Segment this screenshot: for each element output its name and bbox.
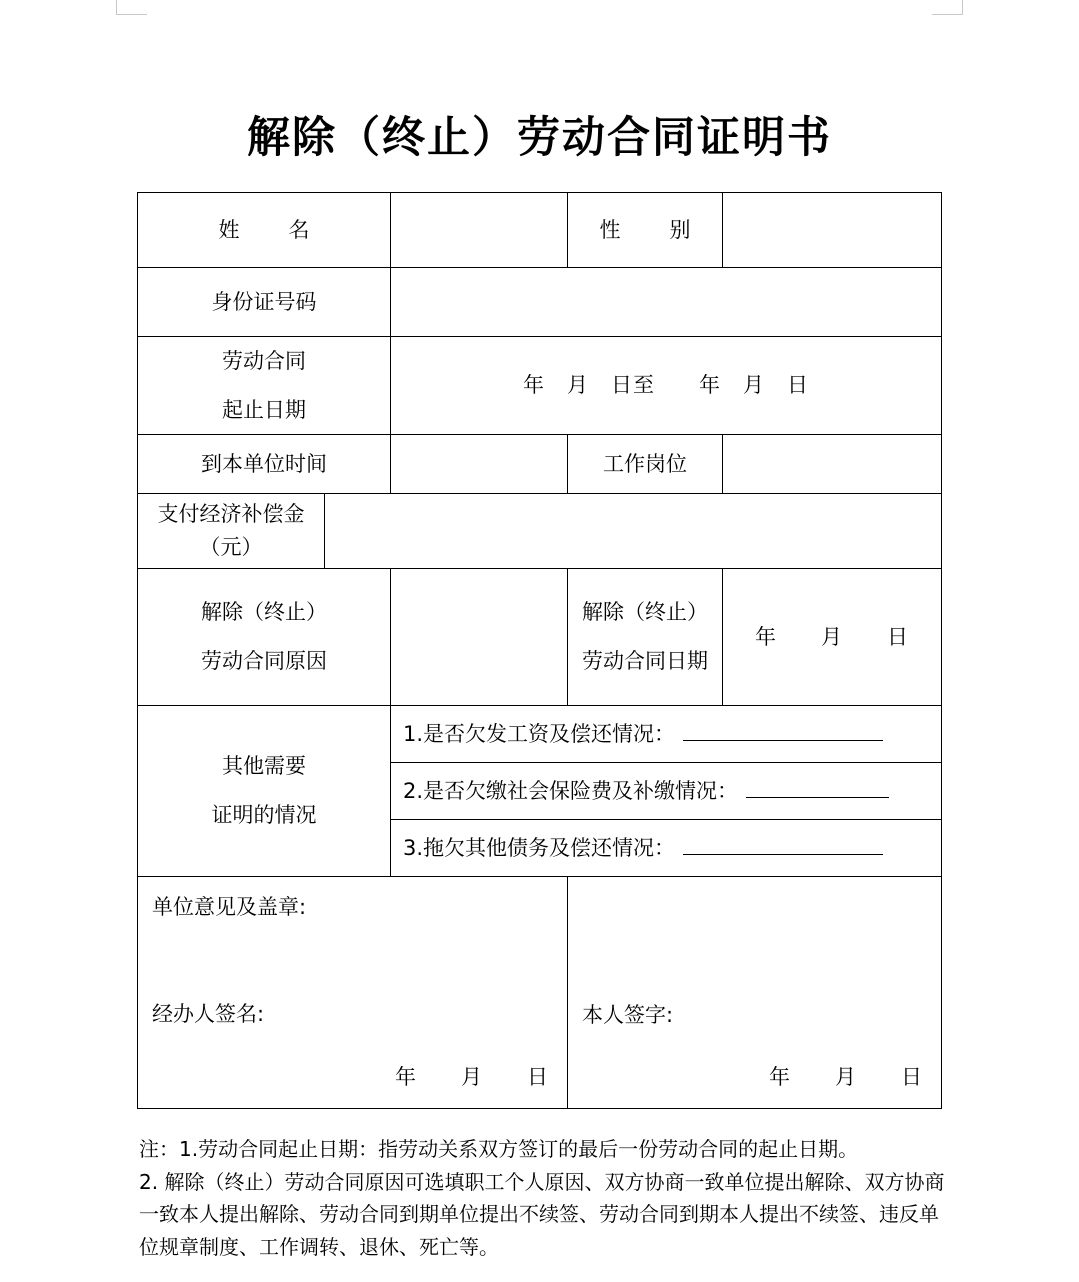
label-join-date: 到本单位时间 xyxy=(138,435,391,494)
label-name: 姓 名 xyxy=(138,193,391,268)
label-other-info-line1: 其他需要 xyxy=(222,754,306,779)
other-info-item-2-label: 2.是否欠缴社会保险费及补缴情况： xyxy=(403,778,739,803)
label-other-info-line2: 证明的情况 xyxy=(211,803,317,827)
label-other-info xyxy=(138,706,391,877)
employment-termination-form xyxy=(137,192,942,1109)
label-contract-period-line1: 劳动合同 xyxy=(222,348,306,373)
label-id-number: 身份证号码 xyxy=(138,268,391,337)
field-gender-value[interactable] xyxy=(723,193,942,268)
label-job-position: 工作岗位 xyxy=(568,435,723,494)
list-item xyxy=(391,763,941,820)
other-info-item-1-blank[interactable] xyxy=(683,721,883,741)
table-row-compensation xyxy=(138,494,942,569)
table-row-join-date xyxy=(138,435,942,494)
label-termination-reason xyxy=(138,569,391,706)
footer-note-1: 注：1.劳动合同起止日期：指劳动关系双方签订的最后一份劳动合同的起止日期。 xyxy=(139,1137,859,1161)
label-compensation: 支付经济补偿金（元） xyxy=(138,494,325,569)
other-info-item-2 xyxy=(391,763,941,820)
field-contract-period-value[interactable]: 年 月 日至 年 月 日 xyxy=(391,337,942,435)
other-info-item-1-label: 1.是否欠发工资及偿还情况： xyxy=(403,721,676,746)
employee-top-space xyxy=(582,891,927,999)
employee-signature-date[interactable]: 年 月 日 xyxy=(769,1065,923,1090)
other-info-list xyxy=(391,706,941,876)
table-row-other-info xyxy=(138,706,942,877)
table-row-name xyxy=(138,193,942,268)
field-id-number-value[interactable] xyxy=(391,268,942,337)
employer-stamp-space xyxy=(152,924,553,998)
label-termination-reason-line1: 解除（终止） xyxy=(201,600,327,625)
footer-notes xyxy=(139,1133,945,1263)
label-termination-date-line2: 劳动合同日期 xyxy=(582,649,708,673)
other-info-item-1 xyxy=(391,706,941,763)
label-employer-opinion: 单位意见及盖章: xyxy=(152,895,307,919)
footer-note-2: 2. 解除（终止）劳动合同原因可选填职工个人原因、双方协商一致单位提出解除、双方协商一致本人提出解除、劳动合同到期单位提出不续签、劳动合同到期本人提出不续签、违反单位规章制度、工作调转、退休、死亡等。 xyxy=(139,1169,945,1259)
crop-mark-top-right xyxy=(932,0,963,15)
crop-mark-top-left xyxy=(116,0,147,15)
label-termination-date xyxy=(568,569,723,706)
label-contract-period-line2: 起止日期 xyxy=(222,397,306,422)
field-name-value[interactable] xyxy=(391,193,568,268)
label-termination-reason-line2: 劳动合同原因 xyxy=(201,649,327,673)
table-row-termination xyxy=(138,569,942,706)
page-title: 解除（终止）劳动合同证明书 xyxy=(247,112,832,163)
label-employee-signature: 本人签字: xyxy=(582,1003,674,1027)
label-contract-period xyxy=(138,337,391,435)
label-termination-date-line1: 解除（终止） xyxy=(582,600,708,625)
list-item xyxy=(391,706,941,763)
list-item xyxy=(391,820,941,877)
employer-signature-cell[interactable] xyxy=(138,877,568,1109)
other-info-item-3 xyxy=(391,820,941,877)
field-termination-date-value[interactable]: 年 月 日 xyxy=(723,569,942,706)
label-gender: 性 别 xyxy=(568,193,723,268)
other-info-container xyxy=(391,706,942,877)
field-job-position-value[interactable] xyxy=(723,435,942,494)
table-row-signatures xyxy=(138,877,942,1109)
field-compensation-value[interactable] xyxy=(325,494,942,569)
field-termination-reason-value[interactable] xyxy=(391,569,568,706)
other-info-item-2-blank[interactable] xyxy=(746,778,889,798)
employee-signature-cell[interactable] xyxy=(568,877,942,1109)
table-row-id-number xyxy=(138,268,942,337)
field-join-date-value[interactable] xyxy=(391,435,568,494)
other-info-item-3-blank[interactable] xyxy=(683,835,883,855)
label-employer-agent: 经办人签名: xyxy=(152,1001,265,1026)
other-info-item-3-label: 3.拖欠其他债务及偿还情况： xyxy=(403,835,676,860)
table-row-contract-period xyxy=(138,337,942,435)
employer-signature-date[interactable]: 年 月 日 xyxy=(395,1065,549,1090)
